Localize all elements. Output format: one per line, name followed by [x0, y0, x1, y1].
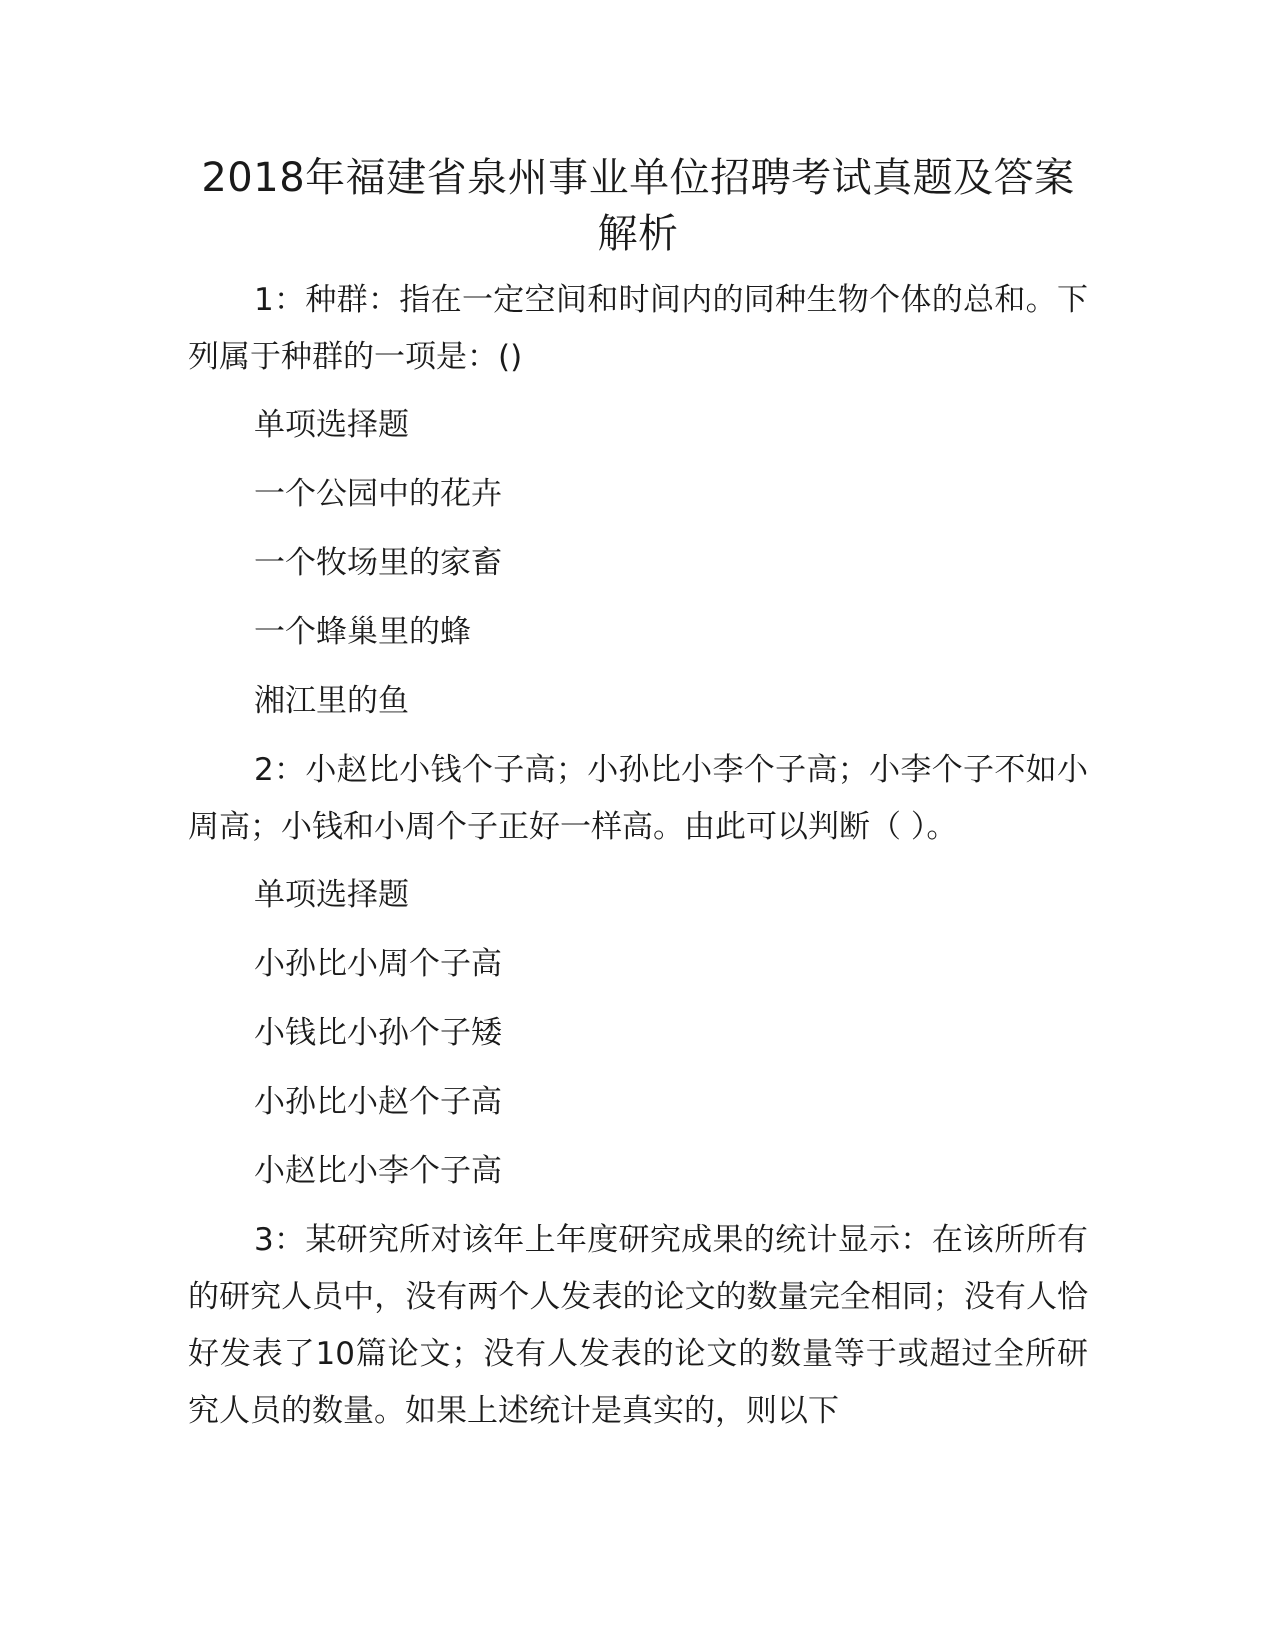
document-page: [188, 150, 1088, 1451]
option-a: 小孙比小周个子高: [254, 946, 502, 982]
option-c: 小孙比小赵个子高: [254, 1084, 502, 1120]
option-d: 湘江里的鱼: [254, 683, 409, 719]
question-2: [188, 742, 1088, 1212]
question-stem: 1：种群：指在一定空间和时间内的同种生物个体的总和。下列属于种群的一项是：(): [188, 282, 1088, 375]
question-3: [188, 1212, 1088, 1440]
option-a: 一个公园中的花卉: [254, 476, 502, 512]
question-type: 单项选择题: [254, 407, 409, 443]
document-title: 2018年福建省泉州事业单位招聘考试真题及答案解析: [201, 155, 1075, 257]
option-b: 一个牧场里的家畜: [254, 545, 502, 581]
option-d: 小赵比小李个子高: [254, 1153, 502, 1189]
question-stem: 2：小赵比小钱个子高；小孙比小李个子高；小李个子不如小周高；小钱和小周个子正好一样高。由此可以判断（ ）。: [188, 752, 1088, 845]
question-stem: 3：某研究所对该年上年度研究成果的统计显示：在该所所有的研究人员中，没有两个人发表的论文的数量完全相同；没有人恰好发表了10篇论文；没有人发表的论文的数量等于或超过全所研究人员的数量。如果上述统计是真实的，则以下: [188, 1222, 1088, 1429]
question-type: 单项选择题: [254, 877, 409, 913]
option-b: 小钱比小孙个子矮: [254, 1015, 502, 1051]
question-1: [188, 272, 1088, 742]
option-c: 一个蜂巢里的蜂: [254, 614, 471, 650]
